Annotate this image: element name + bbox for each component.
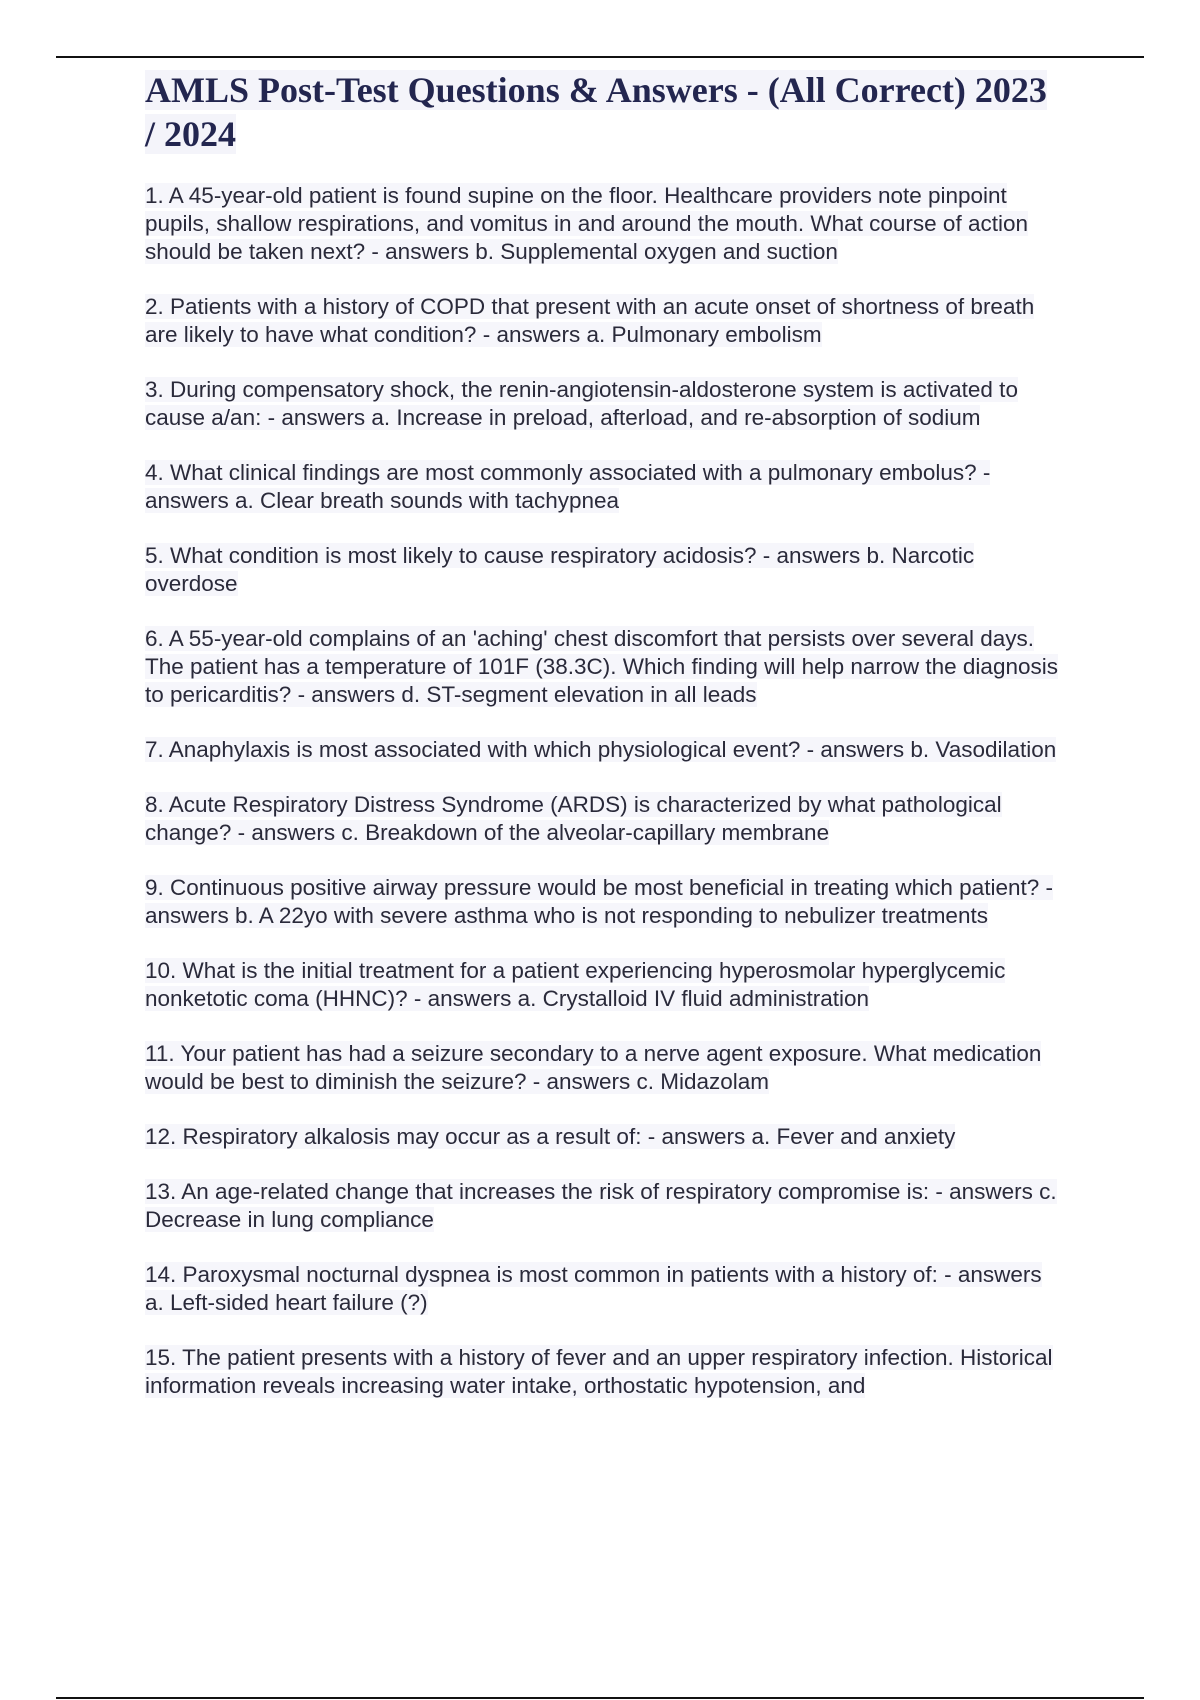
qa-item: 13. An age-related change that increases the risk of respiratory compromise is: - answers c. Decrease in lung compliance	[145, 1179, 1057, 1232]
qa-item: 9. Continuous positive airway pressure would be most beneficial in treating which patient? - answers b. A 22yo with severe asthma who is not responding to nebulizer treatments	[145, 875, 1053, 928]
qa-item: 15. The patient presents with a history of fever and an upper respiratory infection. Historical information reveals increasing water intake, orthostatic hypotension, and	[145, 1345, 1053, 1398]
qa-item: 3. During compensatory shock, the renin-angiotensin-aldosterone system is activated to cause a/an: - answers a. Increase in preload, afterload, and re-absorption of sodium	[145, 377, 1018, 430]
qa-item: 5. What condition is most likely to cause respiratory acidosis? - answers b. Narcotic overdose	[145, 543, 975, 596]
qa-list	[145, 182, 1065, 1400]
document-page	[145, 68, 1065, 1427]
qa-item: 8. Acute Respiratory Distress Syndrome (ARDS) is characterized by what pathological change? - answers c. Breakdown of the alveolar-capillary membrane	[145, 792, 1002, 845]
qa-item: 14. Paroxysmal nocturnal dyspnea is most common in patients with a history of: - answers a. Left-sided heart failure (?)	[145, 1262, 1042, 1315]
document-title: AMLS Post-Test Questions & Answers - (All Correct) 2023 / 2024	[145, 70, 1047, 154]
qa-item: 6. A 55-year-old complains of an 'aching' chest discomfort that persists over several days. The patient has a temperature of 101F (38.3C). Which finding will help narrow the diagnosis to pericarditis? - answers d. ST-segment elevation in all leads	[145, 626, 1058, 707]
bottom-rule	[56, 1697, 1144, 1699]
top-rule	[56, 56, 1144, 58]
qa-item: 7. Anaphylaxis is most associated with which physiological event? - answers b. Vasodilation	[145, 737, 1057, 762]
qa-item: 4. What clinical findings are most commonly associated with a pulmonary embolus? - answers a. Clear breath sounds with tachypnea	[145, 460, 991, 513]
title-block	[145, 68, 1065, 156]
qa-item: 10. What is the initial treatment for a patient experiencing hyperosmolar hyperglycemic nonketotic coma (HHNC)? - answers a. Crystalloid IV fluid administration	[145, 958, 1006, 1011]
qa-item: 2. Patients with a history of COPD that present with an acute onset of shortness of breath are likely to have what condition? - answers a. Pulmonary embolism	[145, 294, 1035, 347]
qa-item: 12. Respiratory alkalosis may occur as a result of: - answers a. Fever and anxiety	[145, 1124, 956, 1149]
qa-item: 1. A 45-year-old patient is found supine on the floor. Healthcare providers note pinpoint pupils, shallow respirations, and vomitus in and around the mouth. What course of action should be taken next? - answers b. Supplemental oxygen and suction	[145, 183, 1028, 264]
qa-item: 11. Your patient has had a seizure secondary to a nerve agent exposure. What medication would be best to diminish the seizure? - answers c. Midazolam	[145, 1041, 1042, 1094]
